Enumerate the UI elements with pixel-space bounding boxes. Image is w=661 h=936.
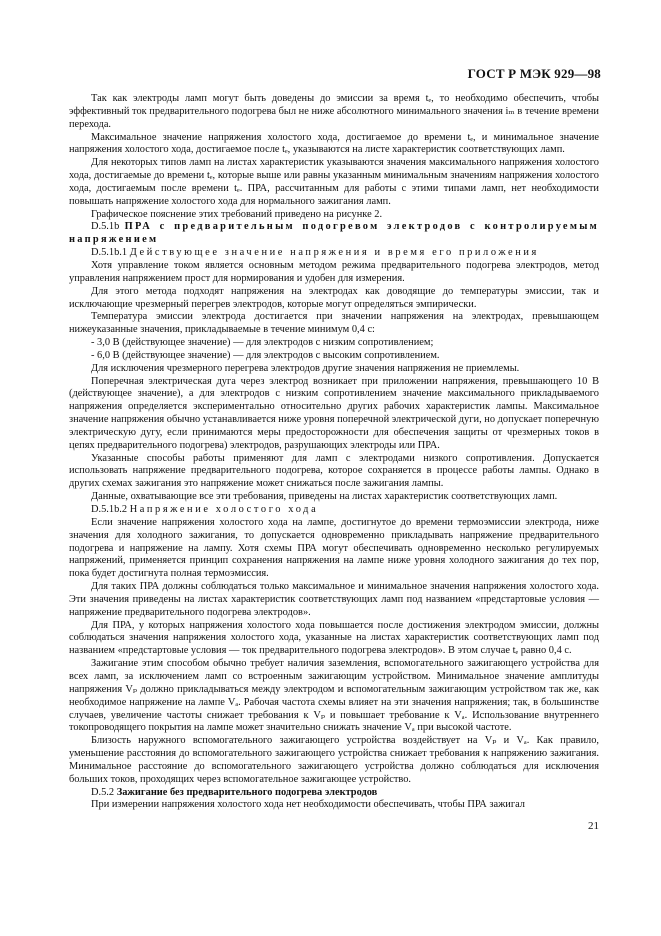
paragraph: Так как электроды ламп могут быть доведены до эмиссии за время tₑ, то необходимо обеспечить, чтобы эффективный ток предварительного подогрева был не ниже абсолютного минимального значения iₘ в течение времени перехода. xyxy=(69,93,599,130)
paragraph: Хотя управление током является основным методом режима предварительного подогрева электродов, метод управления напряжением прост для нормирования и удобен для измерения. xyxy=(69,259,599,284)
paragraph: Для ПРА, у которых напряжения холостого хода повышается после достижения электродом эмиссии, должны соблюдаться значения напряжения холостого хода, указанные на листах характеристик соответствующих ламп под названием «предстартовые условия — ток предварительного подогрева электродов». В этом случае tₑ равно 0,4 с. xyxy=(69,619,599,657)
section-number: D.5.1b.1 xyxy=(91,247,128,259)
paragraph: Поперечная электрическая дуга через электрод возникает при приложении напряжения, превышающего 10 В (действующее значение), а для электродов с низким сопротивлением значение максимального прикладываемого напряжения определяется экспериментально относительно других рабочих характеристик лампы. Максимальное значение напряжения обычно устанавливается ниже уровня поперечной электрической дуги, но допускает поперечную электрическую дугу, если принимаются меры предосторожности для обеспечения защиты от чрезмерных токов в цепях предварительного подогрева) электродов, разрушающих электроды или ПРА. xyxy=(69,375,599,451)
document-code: ГОСТ Р МЭК 929—98 xyxy=(467,66,601,81)
paragraph: Зажигание этим способом обычно требует наличия заземления, вспомогательного зажигающего устройства для всех ламп, за исключением ламп со встроенным зажигающим устройством. Минимальное значение амплитуды напряжения Vₚ должно прикладываться между электродом и вспомогательным зажигающим устройством так же, как необходимое напряжение на лампе Vₐ. Рабочая частота схемы влияет на эти значения напряжения; так, в большинстве случаев, увеличение частоты снижает требования к Vₚ и повышает требование к Vₐ. Использование внутреннего токопроводящего покрытия на лампе может значительно снижать значение Vₐ при высокой частоте. xyxy=(69,658,599,734)
list-item: - 3,0 В (действующее значение) — для электродов с низким сопротивлением; xyxy=(91,337,434,349)
paragraph: Графическое пояснение этих требований приведено на рисунке 2. xyxy=(91,208,383,220)
list-item: - 6,0 В (действующее значение) — для электродов с высоким сопротивлением. xyxy=(91,349,440,361)
section-heading-d51b1 xyxy=(69,247,599,260)
paragraph: Максимальное значение напряжения холостого хода, достигаемое до времени tₑ, и минимальное значение напряжения холостого хода, достигаемое после tₑ, указываются на листе характеристик соответствующих ламп. xyxy=(69,131,599,156)
paragraph: Для исключения чрезмерного перегрева электродов другие значения напряжения не приемлемы. xyxy=(91,362,520,374)
paragraph: Для этого метода подходят напряжения на электродах как доводящие до температуры эмиссии, так и исключающие чрезмерный перегрев электродов, которые могут определяться эмпирически. xyxy=(69,285,599,310)
paragraph: Близость наружного вспомогательного зажигающего устройства воздействует на Vₚ и Vₐ. Как правило, уменьшение расстояния до вспомогательного зажигающего устройства снижает требования к напряжению зажигания. Минимальное расстояние до вспомогательного зажигающего устройства должно соблюдаться для исключения больших токов, проходящих через вспомогательное зажигающее устройство. xyxy=(69,735,599,785)
paragraph: При измерении напряжения холостого хода нет необходимости обеспечивать, чтобы ПРА зажигал xyxy=(91,799,525,811)
section-title: Зажигание без предварительного подогрева электродов xyxy=(116,786,378,798)
section-heading-d51b xyxy=(69,221,599,247)
section-number: D.5.1b xyxy=(91,221,120,233)
paragraph: Указанные способы работы применяют для ламп с электродами низкого сопротивления. Допускается использовать напряжение предварительного подогрева, которое сохраняется в процессе работы лампы. Однако в других схемах зажигания это напряжение может снижаться после зажигания лампы. xyxy=(69,452,599,490)
page-body xyxy=(69,93,599,812)
paragraph: Для таких ПРА должны соблюдаться только максимальное и минимальное значения напряжения холостого хода. Эти значения приведены на листах характеристик соответствующих ламп под названием «предстартовые условия — напряжение предварительного подогрева электродов». xyxy=(69,581,599,618)
section-heading-d52 xyxy=(69,787,599,800)
section-number: D.5.2 xyxy=(91,786,115,798)
section-heading-d51b2 xyxy=(69,504,599,517)
page-number: 21 xyxy=(588,820,599,832)
section-title: Действующее значение напряжения и время его приложения xyxy=(129,247,539,259)
paragraph: Если значение напряжения холостого хода на лампе, достигнутое до времени термоэмиссии электрода, ниже значения для холодного зажигания, то допускается одновременно прикладывать напряжение предварительного подогрева и напряжение на лампу. Хотя схемы ПРА могут обеспечивать одновременно несколько регулируемых напряжений, применяется принцип сохранения напряжения на лампе ниже уровня холодного зажигания до тех пор, пока будет достигнута полная термоэмиссия. xyxy=(69,516,599,580)
paragraph: Температура эмиссии электрода достигается при значении напряжения на электродах, превышающем нижеуказанные значения, прикладываемые в течение минимум 0,4 с: xyxy=(69,311,599,336)
section-title: Напряжение холостого хода xyxy=(129,504,319,515)
paragraph: Данные, охватывающие все эти требования, приведены на листах характеристик соответствующих ламп. xyxy=(91,491,558,503)
section-number: D.5.1b.2 xyxy=(91,504,128,515)
paragraph: Для некоторых типов ламп на листах характеристик указываются значения максимального напряжения холостого хода, достигаемые до времени tₑ, которые выше или равны указанным минимальным значениям напряжения холостого хода, достигаемым после времени tₑ. ПРА, рассчитанным для работы с этими типами ламп, нет необходимости повышать напряжение холостого хода для нормального зажигания ламп. xyxy=(69,157,599,207)
section-title: ПРА с предварительным подогревом электродов с контролируемым напряжением xyxy=(69,221,599,246)
